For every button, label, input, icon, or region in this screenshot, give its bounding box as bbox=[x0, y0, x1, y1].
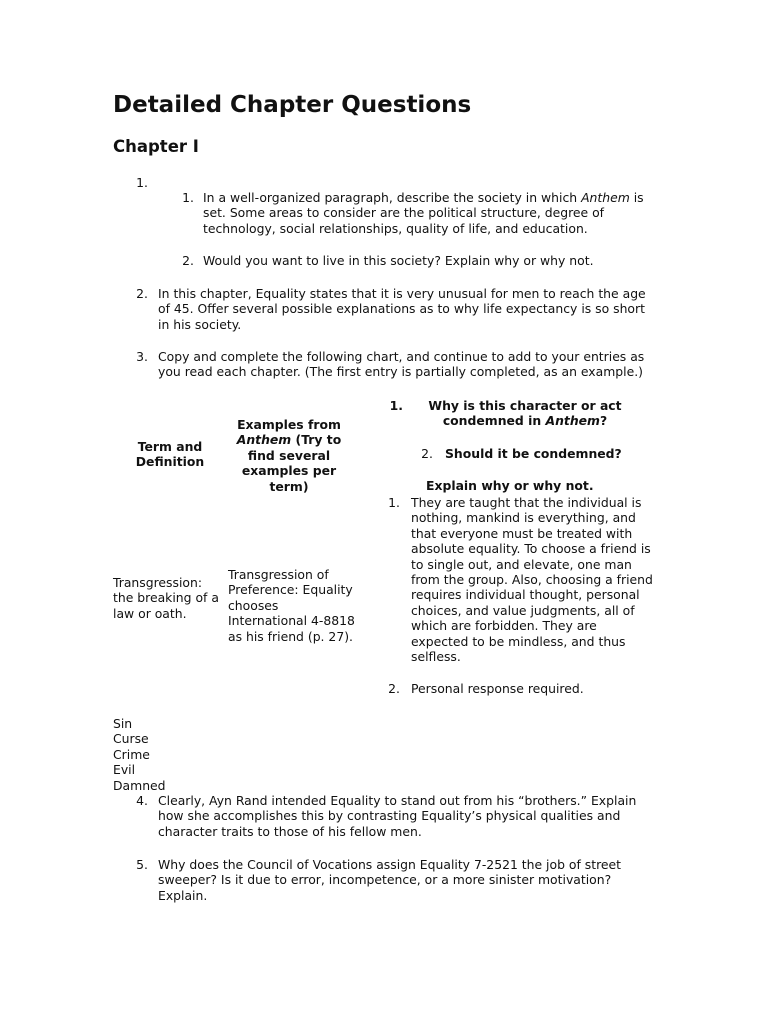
question-2-text: In this chapter, Equality states that it is very unusual for men to reach the age of 45. Offer several possible explanations as to why life expectancy is so short in his society. bbox=[158, 286, 646, 332]
table-header-examples: Examples from Anthem (Try to find several examples per term) bbox=[236, 417, 342, 494]
question-5-number: 5. bbox=[136, 857, 148, 872]
question-1-1-number: 1. bbox=[182, 190, 194, 205]
chapter-heading: Chapter I bbox=[113, 137, 199, 156]
question-1-number: 1. bbox=[136, 175, 148, 190]
term-item: Crime bbox=[113, 746, 150, 762]
table-header-should-number: 2. bbox=[421, 446, 433, 461]
question-5-text: Why does the Council of Vocations assign Equality 7-2521 the job of street sweeper? Is it due to error, incompetence, or a more sinister motivation? Explain. bbox=[158, 857, 622, 903]
page-title: Detailed Chapter Questions bbox=[113, 92, 472, 118]
term-list bbox=[113, 716, 213, 793]
question-1-2-text: Would you want to live in this society? Explain why or why not. bbox=[203, 253, 594, 268]
table-cell-example: Transgression of Preference: Equality chooses International 4-8818 as his friend (p. 27). bbox=[228, 567, 355, 644]
term-item: Sin bbox=[113, 716, 133, 731]
table-header-term: Term and Definition bbox=[135, 439, 205, 470]
term-item: Evil bbox=[113, 762, 136, 778]
question-3-text: Copy and complete the following chart, and continue to add to your entries as you read each chapter. (The first entry is partially completed, as an example.) bbox=[158, 349, 645, 380]
table-cell-answer-1: They are taught that the individual is nothing, mankind is everything, and that everyone must be treated with absolute equality. To choose a friend is to single out, and elevate, one man from the group. Also, choosing a friend requires individual thought, personal choices, and value judgments, all of which are forbidden. They are expected to be mindless, and thus selfless. bbox=[411, 495, 653, 665]
table-header-should: Should it be condemned? bbox=[445, 446, 622, 461]
table-header-condemned: Why is this character or act condemned in Anthem? bbox=[428, 398, 622, 429]
question-3-number: 3. bbox=[136, 349, 148, 364]
table-cell-answer-2: Personal response required. bbox=[411, 681, 584, 696]
table-cell-answer-2-number: 2. bbox=[388, 681, 400, 696]
question-4-text: Clearly, Ayn Rand intended Equality to stand out from his “brothers.” Explain how she accomplishes this by contrasting Equality’s physical qualities and character traits to those of his fellow men. bbox=[158, 793, 637, 839]
table-header-explain: Explain why or why not. bbox=[426, 478, 594, 493]
table-header-condemned-number: 1. bbox=[389, 398, 403, 413]
question-1-2-number: 2. bbox=[182, 253, 194, 268]
question-2-number: 2. bbox=[136, 286, 148, 301]
table-cell-answer-1-number: 1. bbox=[388, 495, 400, 510]
question-1-1-text: In a well-organized paragraph, describe the society in which Anthem is set. Some areas to consider are the political structure, degree of technology, social relationships, quality of life, and education. bbox=[203, 190, 644, 236]
term-item: Damned bbox=[113, 777, 166, 793]
table-cell-term: Transgression: the breaking of a law or oath. bbox=[113, 575, 219, 621]
question-4-number: 4. bbox=[136, 793, 148, 808]
term-item: Curse bbox=[113, 731, 149, 747]
